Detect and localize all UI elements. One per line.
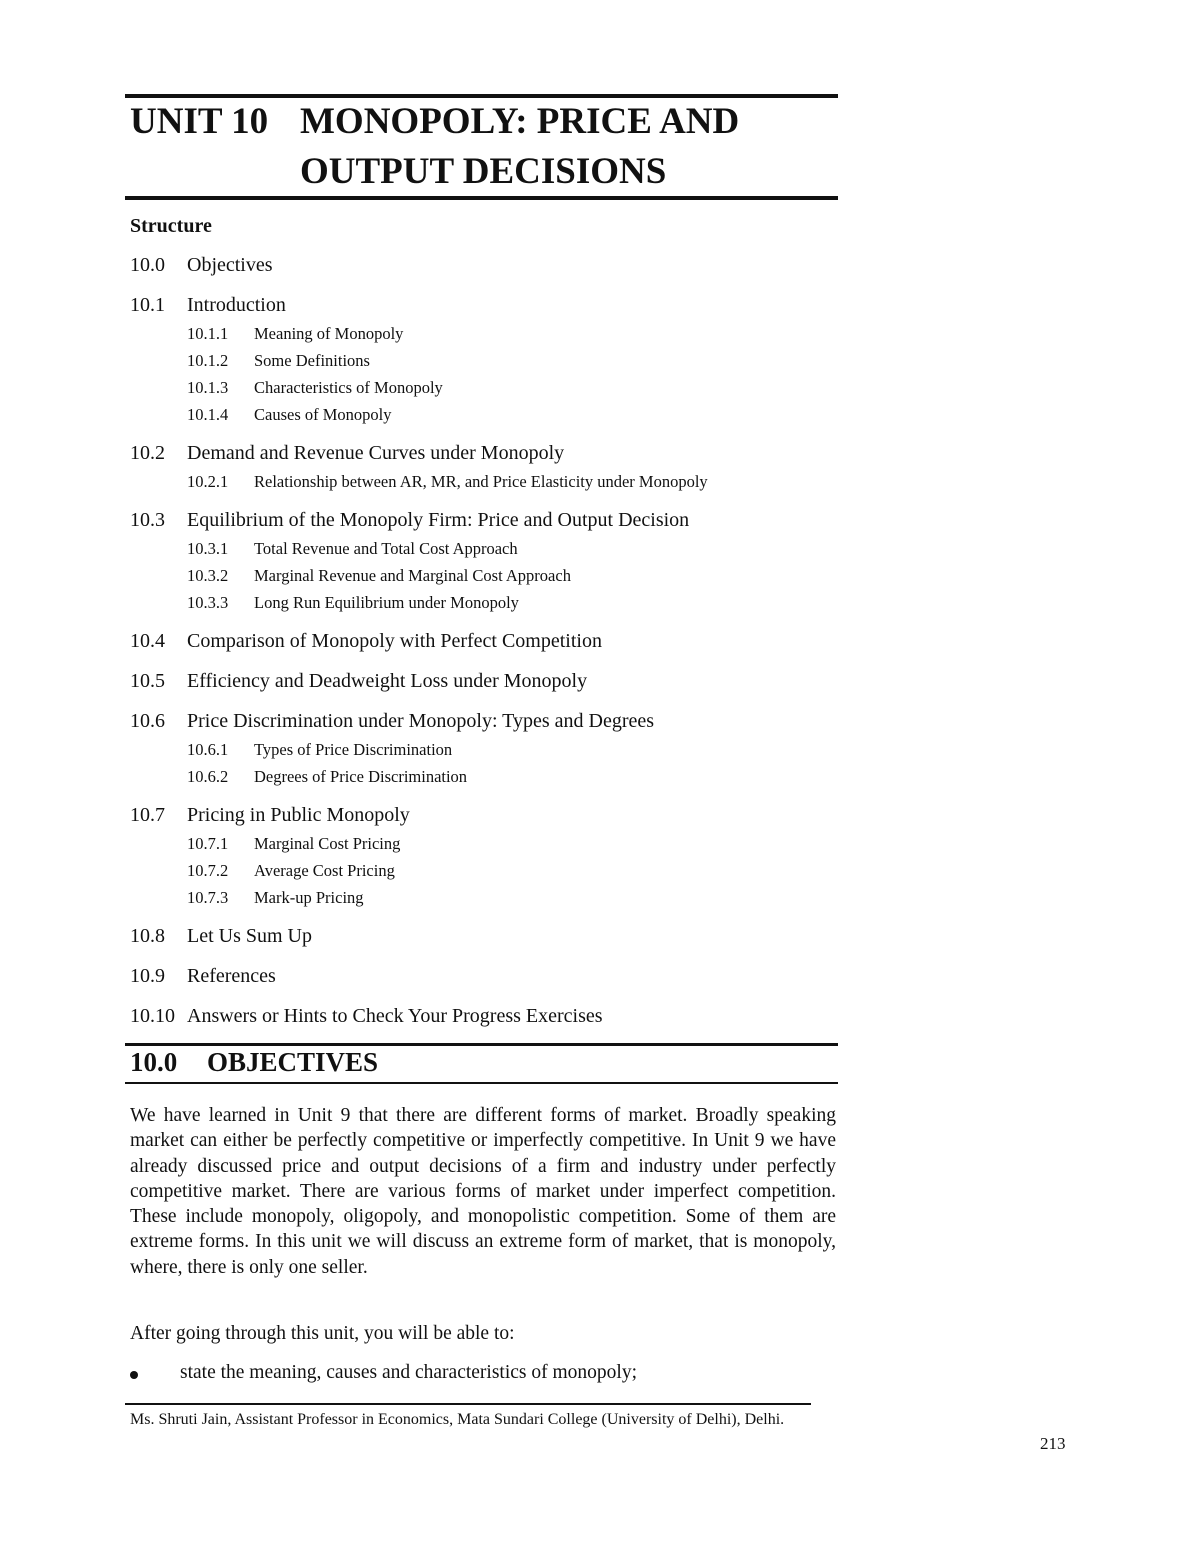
toc-item-number: 10.0 bbox=[130, 254, 165, 276]
toc-item-text: Degrees of Price Discrimination bbox=[254, 767, 468, 786]
toc-item-number: 10.5 bbox=[130, 670, 165, 692]
section-title: OBJECTIVES bbox=[207, 1047, 379, 1077]
toc-item-number: 10.3.2 bbox=[187, 566, 229, 585]
objectives-paragraph-2: After going through this unit, you will be able to: bbox=[130, 1323, 515, 1344]
toc-item-text: Price Discrimination under Monopoly: Types and Degrees bbox=[187, 710, 655, 732]
toc-item-number: 10.7 bbox=[130, 804, 165, 826]
objectives-paragraph-1: We have learned in Unit 9 that there are different forms of market. Broadly speaking market can either be perfectly competitive or imperfectly competitive. In Unit 9 we have already discussed price and output decisions of a firm and industry under perfectly competitive market. There are various forms of market under imperfect competition. These include monopoly, oligopoly, and monopolistic competition. Some of them are extreme forms. In this unit we will discuss an extreme form of market, that is monopoly, where, there is only one seller. bbox=[130, 1105, 836, 1278]
toc-item-text: Mark-up Pricing bbox=[254, 888, 364, 907]
toc-item-text: References bbox=[187, 965, 276, 987]
toc-item-text: Objectives bbox=[187, 254, 273, 276]
toc-item-number: 10.6.1 bbox=[187, 740, 229, 759]
toc-item-number: 10.8 bbox=[130, 925, 165, 947]
toc-item-text: Introduction bbox=[187, 294, 286, 316]
toc-item-number: 10.7.1 bbox=[187, 834, 229, 853]
toc-item-text: Marginal Cost Pricing bbox=[254, 834, 401, 853]
toc-item-number: 10.7.3 bbox=[187, 888, 229, 907]
toc-item-number: 10.1.1 bbox=[187, 324, 229, 343]
toc-item-text: Meaning of Monopoly bbox=[254, 324, 404, 343]
toc-item-text: Efficiency and Deadweight Loss under Monopoly bbox=[187, 670, 588, 692]
toc-item-number: 10.3.1 bbox=[187, 539, 229, 558]
toc-item-number: 10.3.3 bbox=[187, 593, 229, 612]
toc-item-number: 10.6 bbox=[130, 710, 165, 732]
toc-item-number: 10.1.2 bbox=[187, 351, 229, 370]
author-footnote: Ms. Shruti Jain, Assistant Professor in Economics, Mata Sundari College (University of Delhi), Delhi. bbox=[130, 1411, 785, 1428]
section-bottom-rule bbox=[125, 1082, 838, 1084]
section-top-rule bbox=[125, 1043, 838, 1046]
page-number: 213 bbox=[1040, 1434, 1066, 1453]
toc-item-text: Total Revenue and Total Cost Approach bbox=[254, 539, 518, 558]
toc-item-text: Pricing in Public Monopoly bbox=[187, 804, 410, 826]
unit-title-line-1: MONOPOLY: PRICE AND bbox=[300, 101, 740, 142]
bullet-icon bbox=[130, 1371, 138, 1379]
toc-item-number: 10.10 bbox=[130, 1005, 175, 1027]
toc-item-text: Causes of Monopoly bbox=[254, 405, 392, 424]
toc-item-text: Long Run Equilibrium under Monopoly bbox=[254, 593, 519, 612]
toc-item-number: 10.6.2 bbox=[187, 767, 229, 786]
toc-item-number: 10.1 bbox=[130, 294, 165, 316]
footnote-rule bbox=[125, 1403, 811, 1405]
toc-item-text: Relationship between AR, MR, and Price Elasticity under Monopoly bbox=[254, 472, 708, 491]
toc-item-number: 10.7.2 bbox=[187, 861, 229, 880]
toc-item-text: Characteristics of Monopoly bbox=[254, 378, 443, 397]
toc-item-text: Answers or Hints to Check Your Progress Exercises bbox=[187, 1005, 603, 1027]
toc-item-text: Equilibrium of the Monopoly Firm: Price and Output Decision bbox=[187, 509, 690, 531]
toc-item-text: Types of Price Discrimination bbox=[254, 740, 453, 759]
toc-item-number: 10.3 bbox=[130, 509, 165, 531]
toc-item-text: Comparison of Monopoly with Perfect Competition bbox=[187, 630, 602, 652]
structure-heading: Structure bbox=[130, 215, 212, 237]
title-bottom-rule bbox=[125, 196, 838, 200]
section-number: 10.0 bbox=[130, 1047, 178, 1077]
toc-item-text: Some Definitions bbox=[254, 351, 370, 370]
toc-item-text: Let Us Sum Up bbox=[187, 925, 312, 947]
toc-item-number: 10.1.4 bbox=[187, 405, 229, 424]
toc-item-number: 10.1.3 bbox=[187, 378, 229, 397]
unit-number: UNIT 10 bbox=[130, 101, 269, 142]
toc-item-text: Demand and Revenue Curves under Monopoly bbox=[187, 442, 565, 464]
unit-title-line-2: OUTPUT DECISIONS bbox=[300, 151, 667, 192]
toc-item-number: 10.9 bbox=[130, 965, 165, 987]
toc-item-text: Marginal Revenue and Marginal Cost Approach bbox=[254, 566, 571, 585]
objective-bullet-text: state the meaning, causes and characteristics of monopoly; bbox=[180, 1362, 638, 1383]
toc-item-text: Average Cost Pricing bbox=[254, 861, 395, 880]
toc-item-number: 10.4 bbox=[130, 630, 165, 652]
toc-item-number: 10.2 bbox=[130, 442, 165, 464]
toc-item-number: 10.2.1 bbox=[187, 472, 229, 491]
